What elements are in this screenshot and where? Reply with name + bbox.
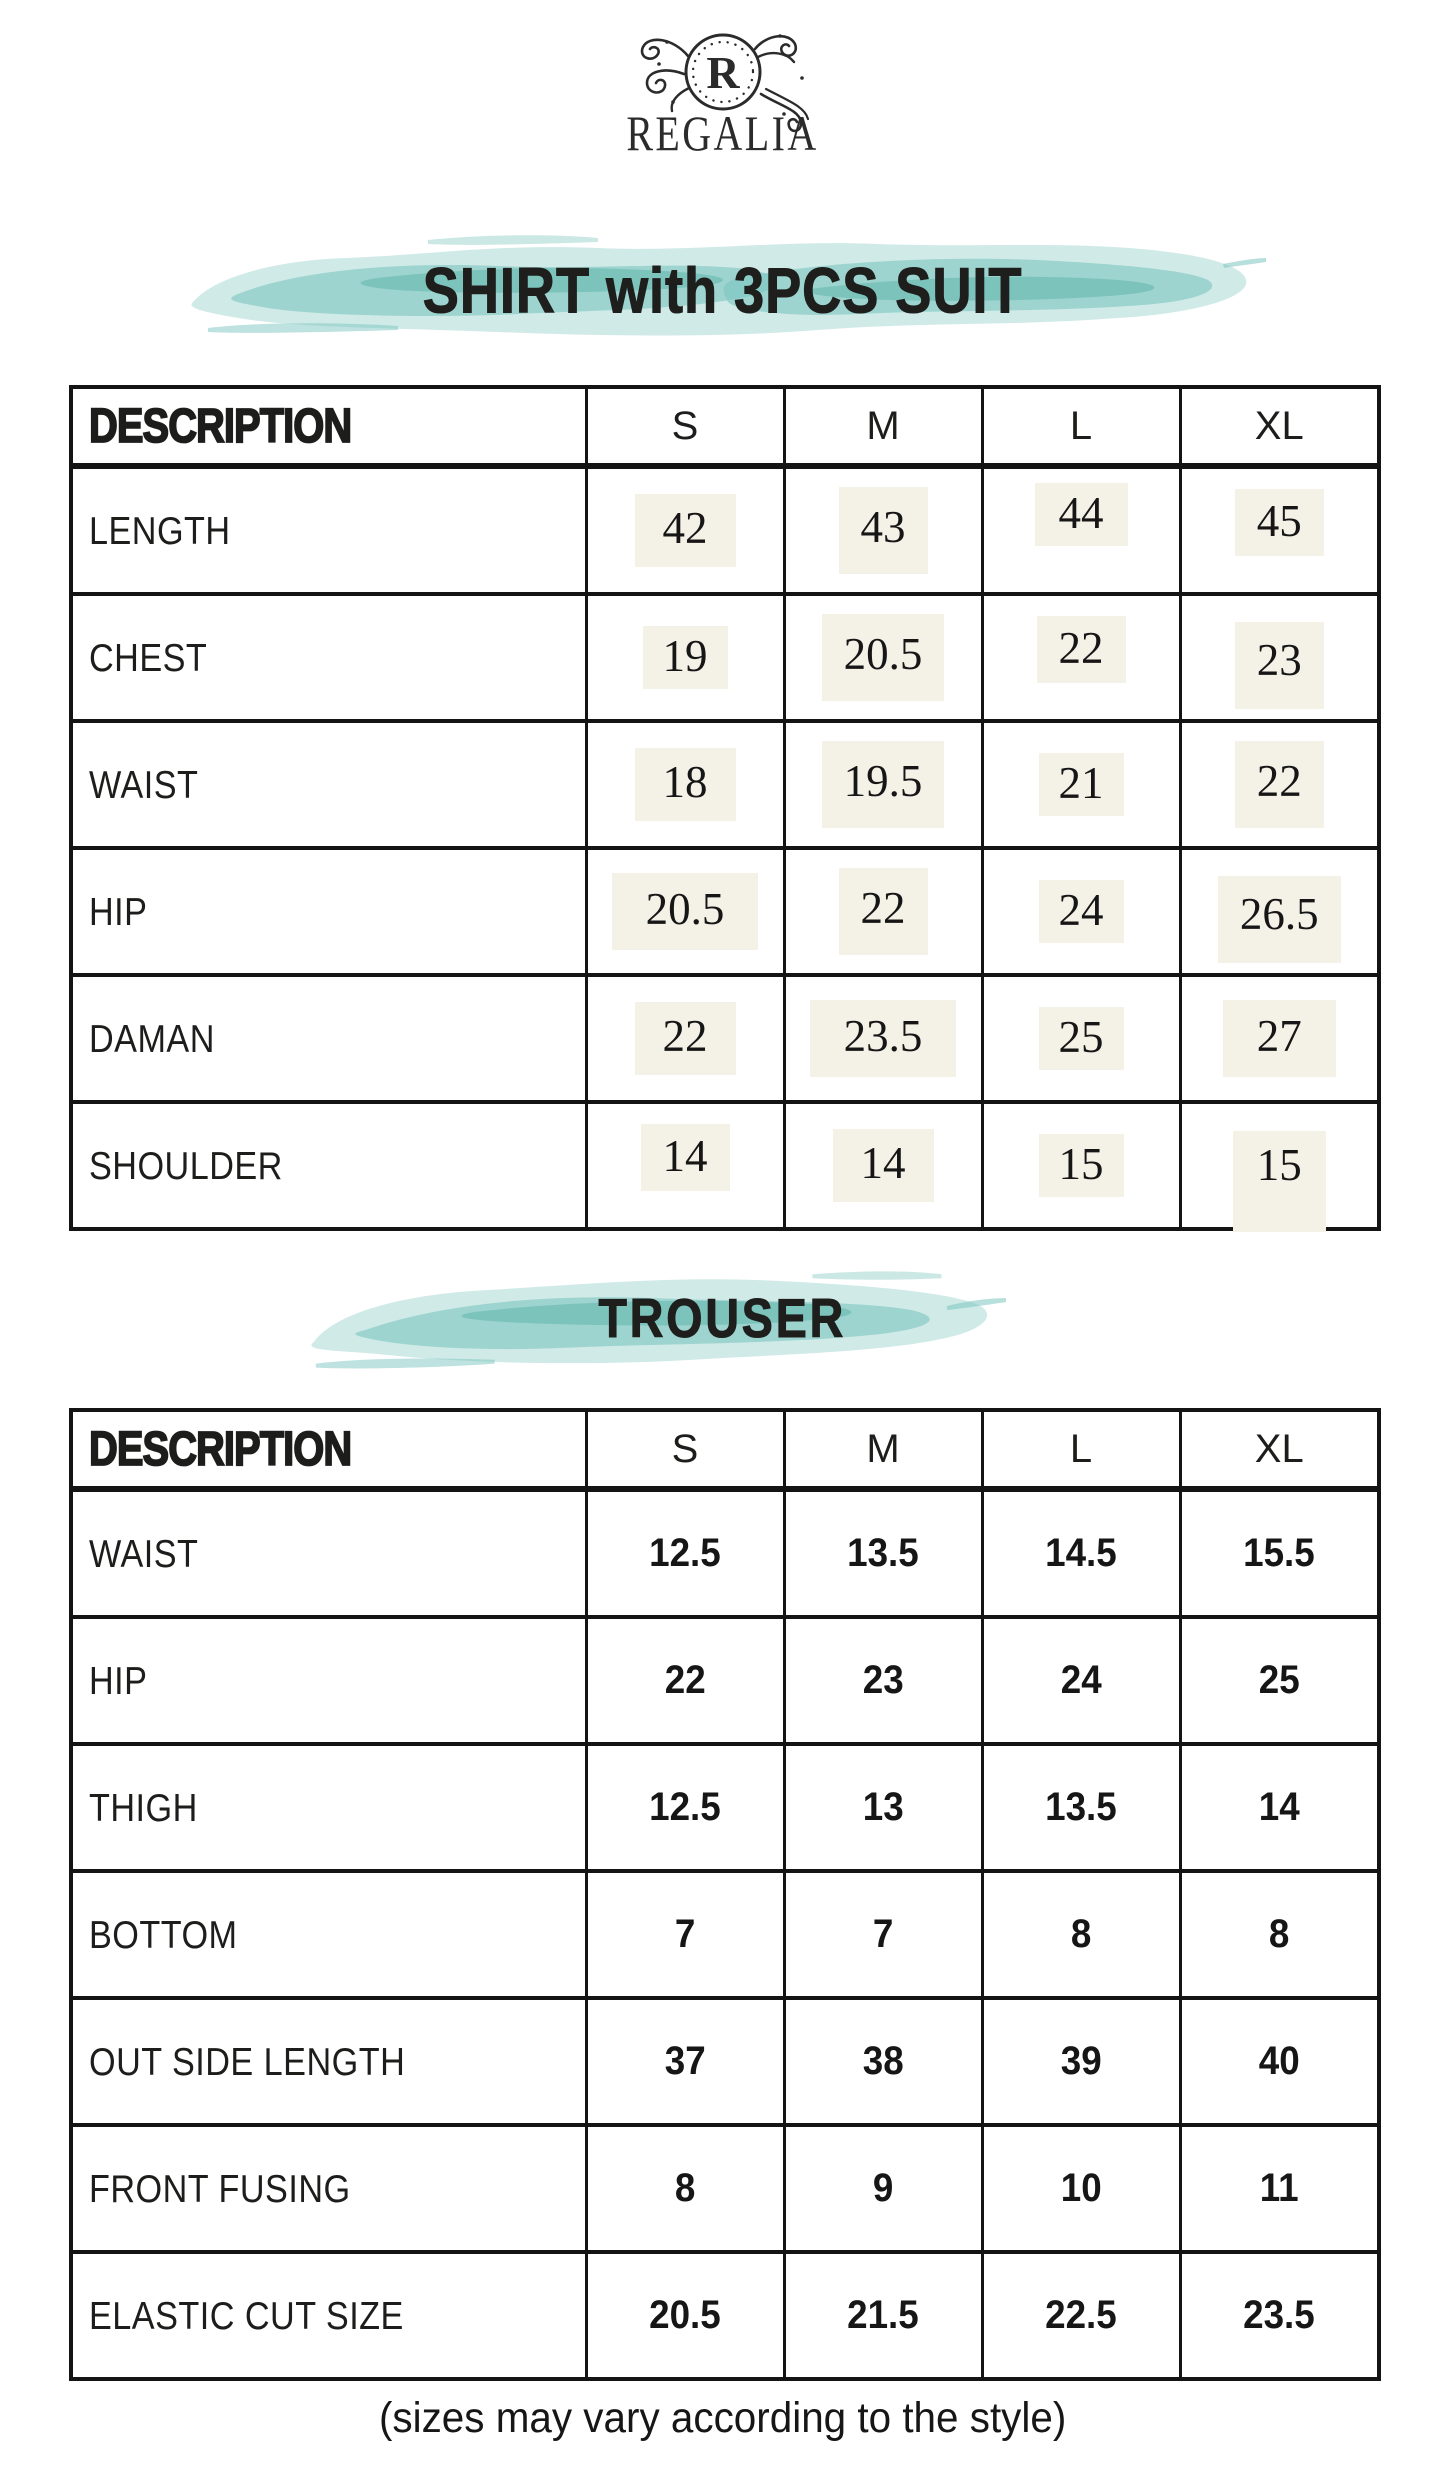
- cell-value: 26.5: [1239, 889, 1319, 939]
- row-label: CHEST: [89, 634, 208, 680]
- cell-value: 23.5: [843, 1011, 923, 1061]
- footer-note: (sizes may vary according to the style): [378, 2394, 1067, 2442]
- cell-value: 22.5: [1045, 2293, 1117, 2337]
- value-patch: [641, 1124, 730, 1191]
- cell-value: 24: [1060, 1658, 1102, 1702]
- value-patch: [635, 748, 736, 821]
- table-row: [71, 1489, 1379, 1617]
- cell-value: 22: [662, 1011, 708, 1061]
- row-label: OUT SIDE LENGTH: [89, 2038, 406, 2084]
- cell-value: 40: [1258, 2039, 1300, 2083]
- table-row: [71, 1744, 1379, 1871]
- table-row: [71, 594, 1379, 721]
- cell-value: 39: [1060, 2039, 1102, 2083]
- column-header-s: S: [586, 1410, 784, 1489]
- shirt-size-table: [69, 385, 1381, 1231]
- cell-value: 38: [862, 2039, 904, 2083]
- value-patch: [822, 614, 945, 701]
- column-header-l: L: [982, 387, 1180, 466]
- trouser-size-table: [69, 1408, 1381, 2381]
- cell-value: 14: [860, 1138, 906, 1188]
- shirt-title-text: SHIRT with 3PCS SUIT: [422, 255, 1023, 327]
- cell-value: 12.5: [649, 1785, 721, 1829]
- value-patch: [833, 1129, 934, 1202]
- table-row: [71, 848, 1379, 975]
- cell-value: 14: [1258, 1785, 1300, 1829]
- value-patch: [1235, 622, 1324, 709]
- cell-value: 21.5: [847, 2293, 919, 2337]
- row-label: BOTTOM: [89, 1911, 238, 1957]
- row-label: THIGH: [89, 1784, 198, 1830]
- value-patch: [635, 1002, 736, 1075]
- value-patch: [1235, 489, 1324, 556]
- column-header-m: M: [784, 1410, 982, 1489]
- cell-value: 8: [1269, 1912, 1290, 1956]
- value-patch: [1035, 483, 1128, 546]
- row-label: DAMAN: [89, 1015, 215, 1061]
- cell-value: 24: [1058, 885, 1104, 935]
- cell-value: 22: [1058, 623, 1104, 673]
- cell-value: 19.5: [843, 756, 923, 806]
- column-header-description: DESCRIPTION: [89, 1421, 352, 1476]
- row-label: ELASTIC CUT SIZE: [89, 2292, 404, 2338]
- value-patch: [1233, 1131, 1326, 1232]
- cell-value: 20.5: [649, 2293, 721, 2337]
- cell-value: 25: [1058, 1012, 1104, 1062]
- trouser-section-title: [0, 1244, 1445, 1394]
- value-patch: [1037, 616, 1126, 683]
- footer: [0, 2394, 1445, 2443]
- value-patch: [1235, 741, 1324, 828]
- table-row: [71, 975, 1379, 1102]
- cell-value: 14.5: [1045, 1531, 1117, 1575]
- cell-value: 15.5: [1243, 1531, 1316, 1575]
- value-patch: [1039, 753, 1124, 816]
- table-row: [71, 1998, 1379, 2125]
- value-patch: [612, 873, 759, 950]
- cell-value: 9: [872, 2166, 894, 2210]
- cell-value: 20.5: [843, 629, 923, 679]
- row-label: FRONT FUSING: [89, 2165, 351, 2211]
- value-patch: [822, 741, 945, 828]
- cell-value: 37: [664, 2039, 706, 2083]
- cell-value: 18: [662, 757, 708, 807]
- cell-value: 45: [1256, 496, 1302, 546]
- row-label: HIP: [89, 888, 148, 934]
- value-patch: [1218, 876, 1341, 963]
- table-row: [71, 1871, 1379, 1998]
- row-label: WAIST: [89, 1530, 199, 1576]
- column-header-m: M: [784, 387, 982, 466]
- cell-value: 23.5: [1243, 2293, 1316, 2337]
- cell-value: 27: [1256, 1011, 1302, 1061]
- value-patch: [635, 494, 736, 567]
- svg-text:R: R: [705, 47, 740, 98]
- cell-value: 44: [1058, 488, 1104, 538]
- cell-value: 8: [674, 2166, 696, 2210]
- shirt-section-title: [0, 216, 1445, 366]
- cell-value: 22: [1256, 756, 1302, 806]
- brand-logo: [0, 22, 1445, 162]
- cell-value: 25: [1258, 1658, 1300, 1702]
- value-patch: [839, 487, 928, 574]
- column-header-description: DESCRIPTION: [89, 398, 352, 453]
- shirt-header-row: [71, 387, 1379, 466]
- value-patch: [1223, 1000, 1336, 1077]
- cell-value: 42: [662, 503, 708, 553]
- cell-value: 23: [862, 1658, 904, 1702]
- column-header-xl: XL: [1180, 387, 1379, 466]
- table-row: [71, 2125, 1379, 2252]
- value-patch: [1039, 1134, 1124, 1197]
- cell-value: 7: [674, 1912, 696, 1956]
- cell-value: 20.5: [645, 884, 725, 934]
- cell-value: 22: [664, 1658, 706, 1702]
- cell-value: 10: [1060, 2166, 1102, 2210]
- cell-value: 19: [662, 631, 708, 681]
- value-patch: [1039, 880, 1124, 943]
- trouser-header-row: [71, 1410, 1379, 1489]
- cell-value: 12.5: [649, 1531, 721, 1575]
- cell-value: 8: [1070, 1912, 1092, 1956]
- row-label: WAIST: [89, 761, 199, 807]
- column-header-xl: XL: [1180, 1410, 1379, 1489]
- cell-value: 14: [662, 1131, 708, 1181]
- value-patch: [810, 1000, 957, 1077]
- brand-name: REGALIA: [626, 105, 819, 161]
- row-label: HIP: [89, 1657, 148, 1703]
- cell-value: 13: [862, 1785, 904, 1829]
- value-patch: [643, 626, 728, 689]
- value-patch: [1039, 1007, 1124, 1070]
- cell-value: 13.5: [1045, 1785, 1117, 1829]
- row-label: SHOULDER: [89, 1142, 283, 1188]
- cell-value: 23: [1256, 635, 1302, 685]
- cell-value: 15: [1256, 1140, 1302, 1190]
- table-row: [71, 2252, 1379, 2379]
- table-row: [71, 1102, 1379, 1229]
- column-header-s: S: [586, 387, 784, 466]
- cell-value: 22: [860, 883, 906, 933]
- table-row: [71, 721, 1379, 848]
- cell-value: 11: [1259, 2166, 1299, 2210]
- row-label: LENGTH: [89, 507, 231, 553]
- cell-value: 21: [1058, 758, 1104, 808]
- column-header-l: L: [982, 1410, 1180, 1489]
- cell-value: 13.5: [847, 1531, 919, 1575]
- value-patch: [839, 868, 928, 955]
- cell-value: 7: [872, 1912, 894, 1956]
- table-row: [71, 1617, 1379, 1744]
- table-row: [71, 466, 1379, 594]
- trouser-title-text: TROUSER: [598, 1288, 847, 1350]
- cell-value: 43: [860, 502, 906, 552]
- cell-value: 15: [1058, 1139, 1104, 1189]
